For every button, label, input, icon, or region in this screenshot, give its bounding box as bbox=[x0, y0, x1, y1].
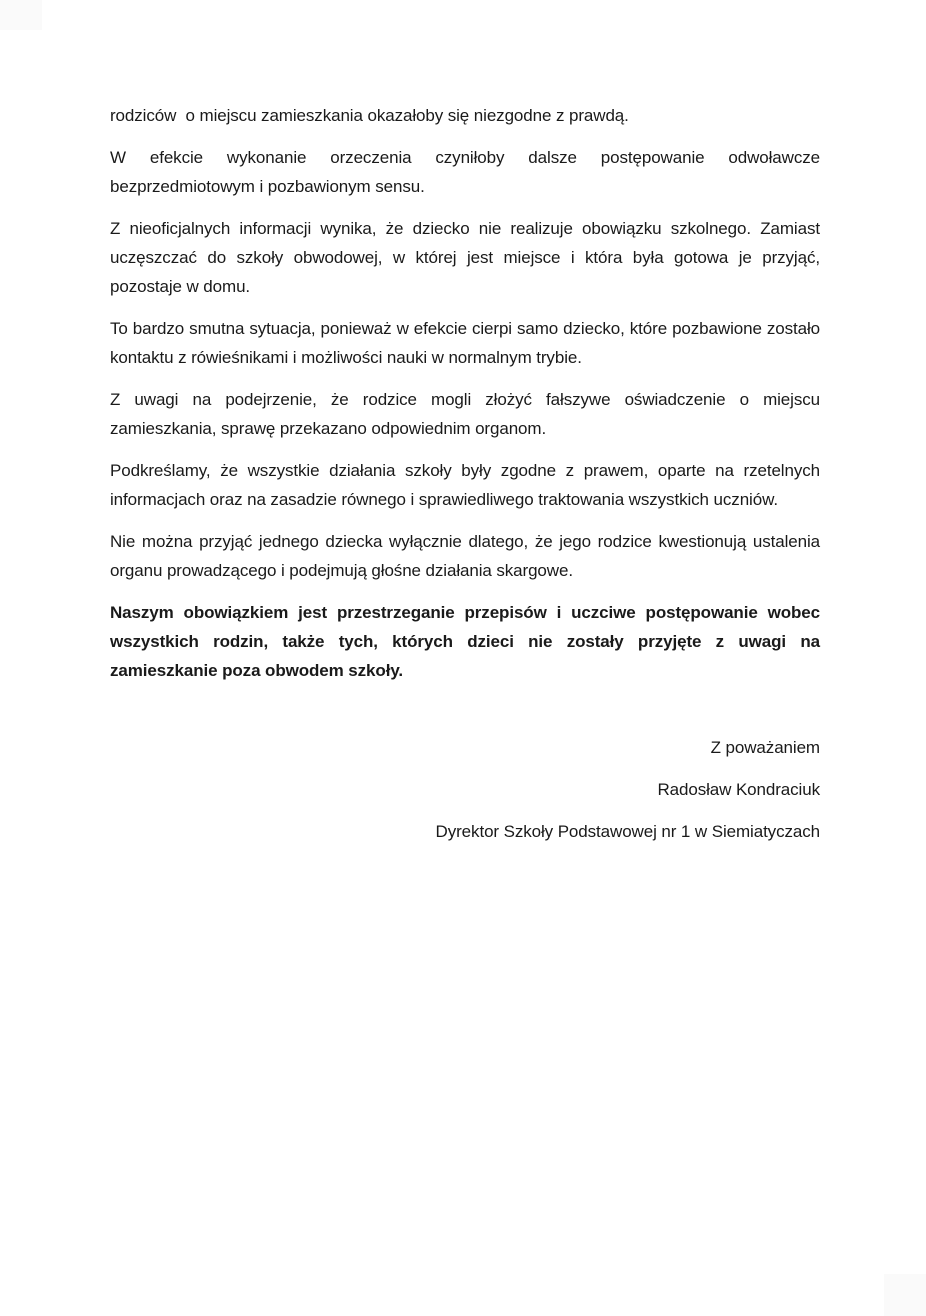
signature-block bbox=[110, 733, 820, 846]
signature-closing: Z poważaniem bbox=[710, 738, 820, 757]
body-paragraph: To bardzo smutna sytuacja, ponieważ w efekcie cierpi samo dziecko, które pozbawione zostało kontaktu z rówieśnikami i możliwości nauki w normalnym trybie. bbox=[110, 319, 820, 367]
body-paragraph: rodziców o miejscu zamieszkania okazałoby się niezgodne z prawdą. bbox=[110, 106, 629, 125]
body-paragraph: Z uwagi na podejrzenie, że rodzice mogli złożyć fałszywe oświadczenie o miejscu zamieszkania, sprawę przekazano odpowiednim organom. bbox=[110, 390, 820, 438]
signature-role: Dyrektor Szkoły Podstawowej nr 1 w Siemiatyczach bbox=[435, 822, 820, 841]
body-paragraph: Podkreślamy, że wszystkie działania szkoły były zgodne z prawem, oparte na rzetelnych informacjach oraz na zasadzie równego i sprawiedliwego traktowania wszystkich uczniów. bbox=[110, 461, 820, 509]
corner-artifact-top-left bbox=[0, 0, 42, 30]
body-paragraph-emphasis: Naszym obowiązkiem jest przestrzeganie przepisów i uczciwe postępowanie wobec wszystkich rodzin, także tych, których dzieci nie zostały przyjęte z uwagi na zamieszkanie poza obwodem szkoły. bbox=[110, 603, 820, 680]
body-paragraph: Z nieoficjalnych informacji wynika, że dziecko nie realizuje obowiązku szkolnego. Zamiast uczęszczać do szkoły obwodowej, w której jest miejsce i która była gotowa je przyjąć, pozostaje w domu. bbox=[110, 219, 820, 296]
body-paragraph: Nie można przyjąć jednego dziecka wyłącznie dlatego, że jego rodzice kwestionują ustalenia organu prowadzącego i podejmują głośne działania skargowe. bbox=[110, 532, 820, 580]
corner-artifact-bottom-right bbox=[884, 1274, 926, 1316]
body-paragraph: W efekcie wykonanie orzeczenia czyniłoby dalsze postępowanie odwoławcze bezprzedmiotowym i pozbawionym sensu. bbox=[110, 148, 820, 196]
signature-name: Radosław Kondraciuk bbox=[657, 780, 820, 799]
letter-body bbox=[110, 101, 820, 859]
